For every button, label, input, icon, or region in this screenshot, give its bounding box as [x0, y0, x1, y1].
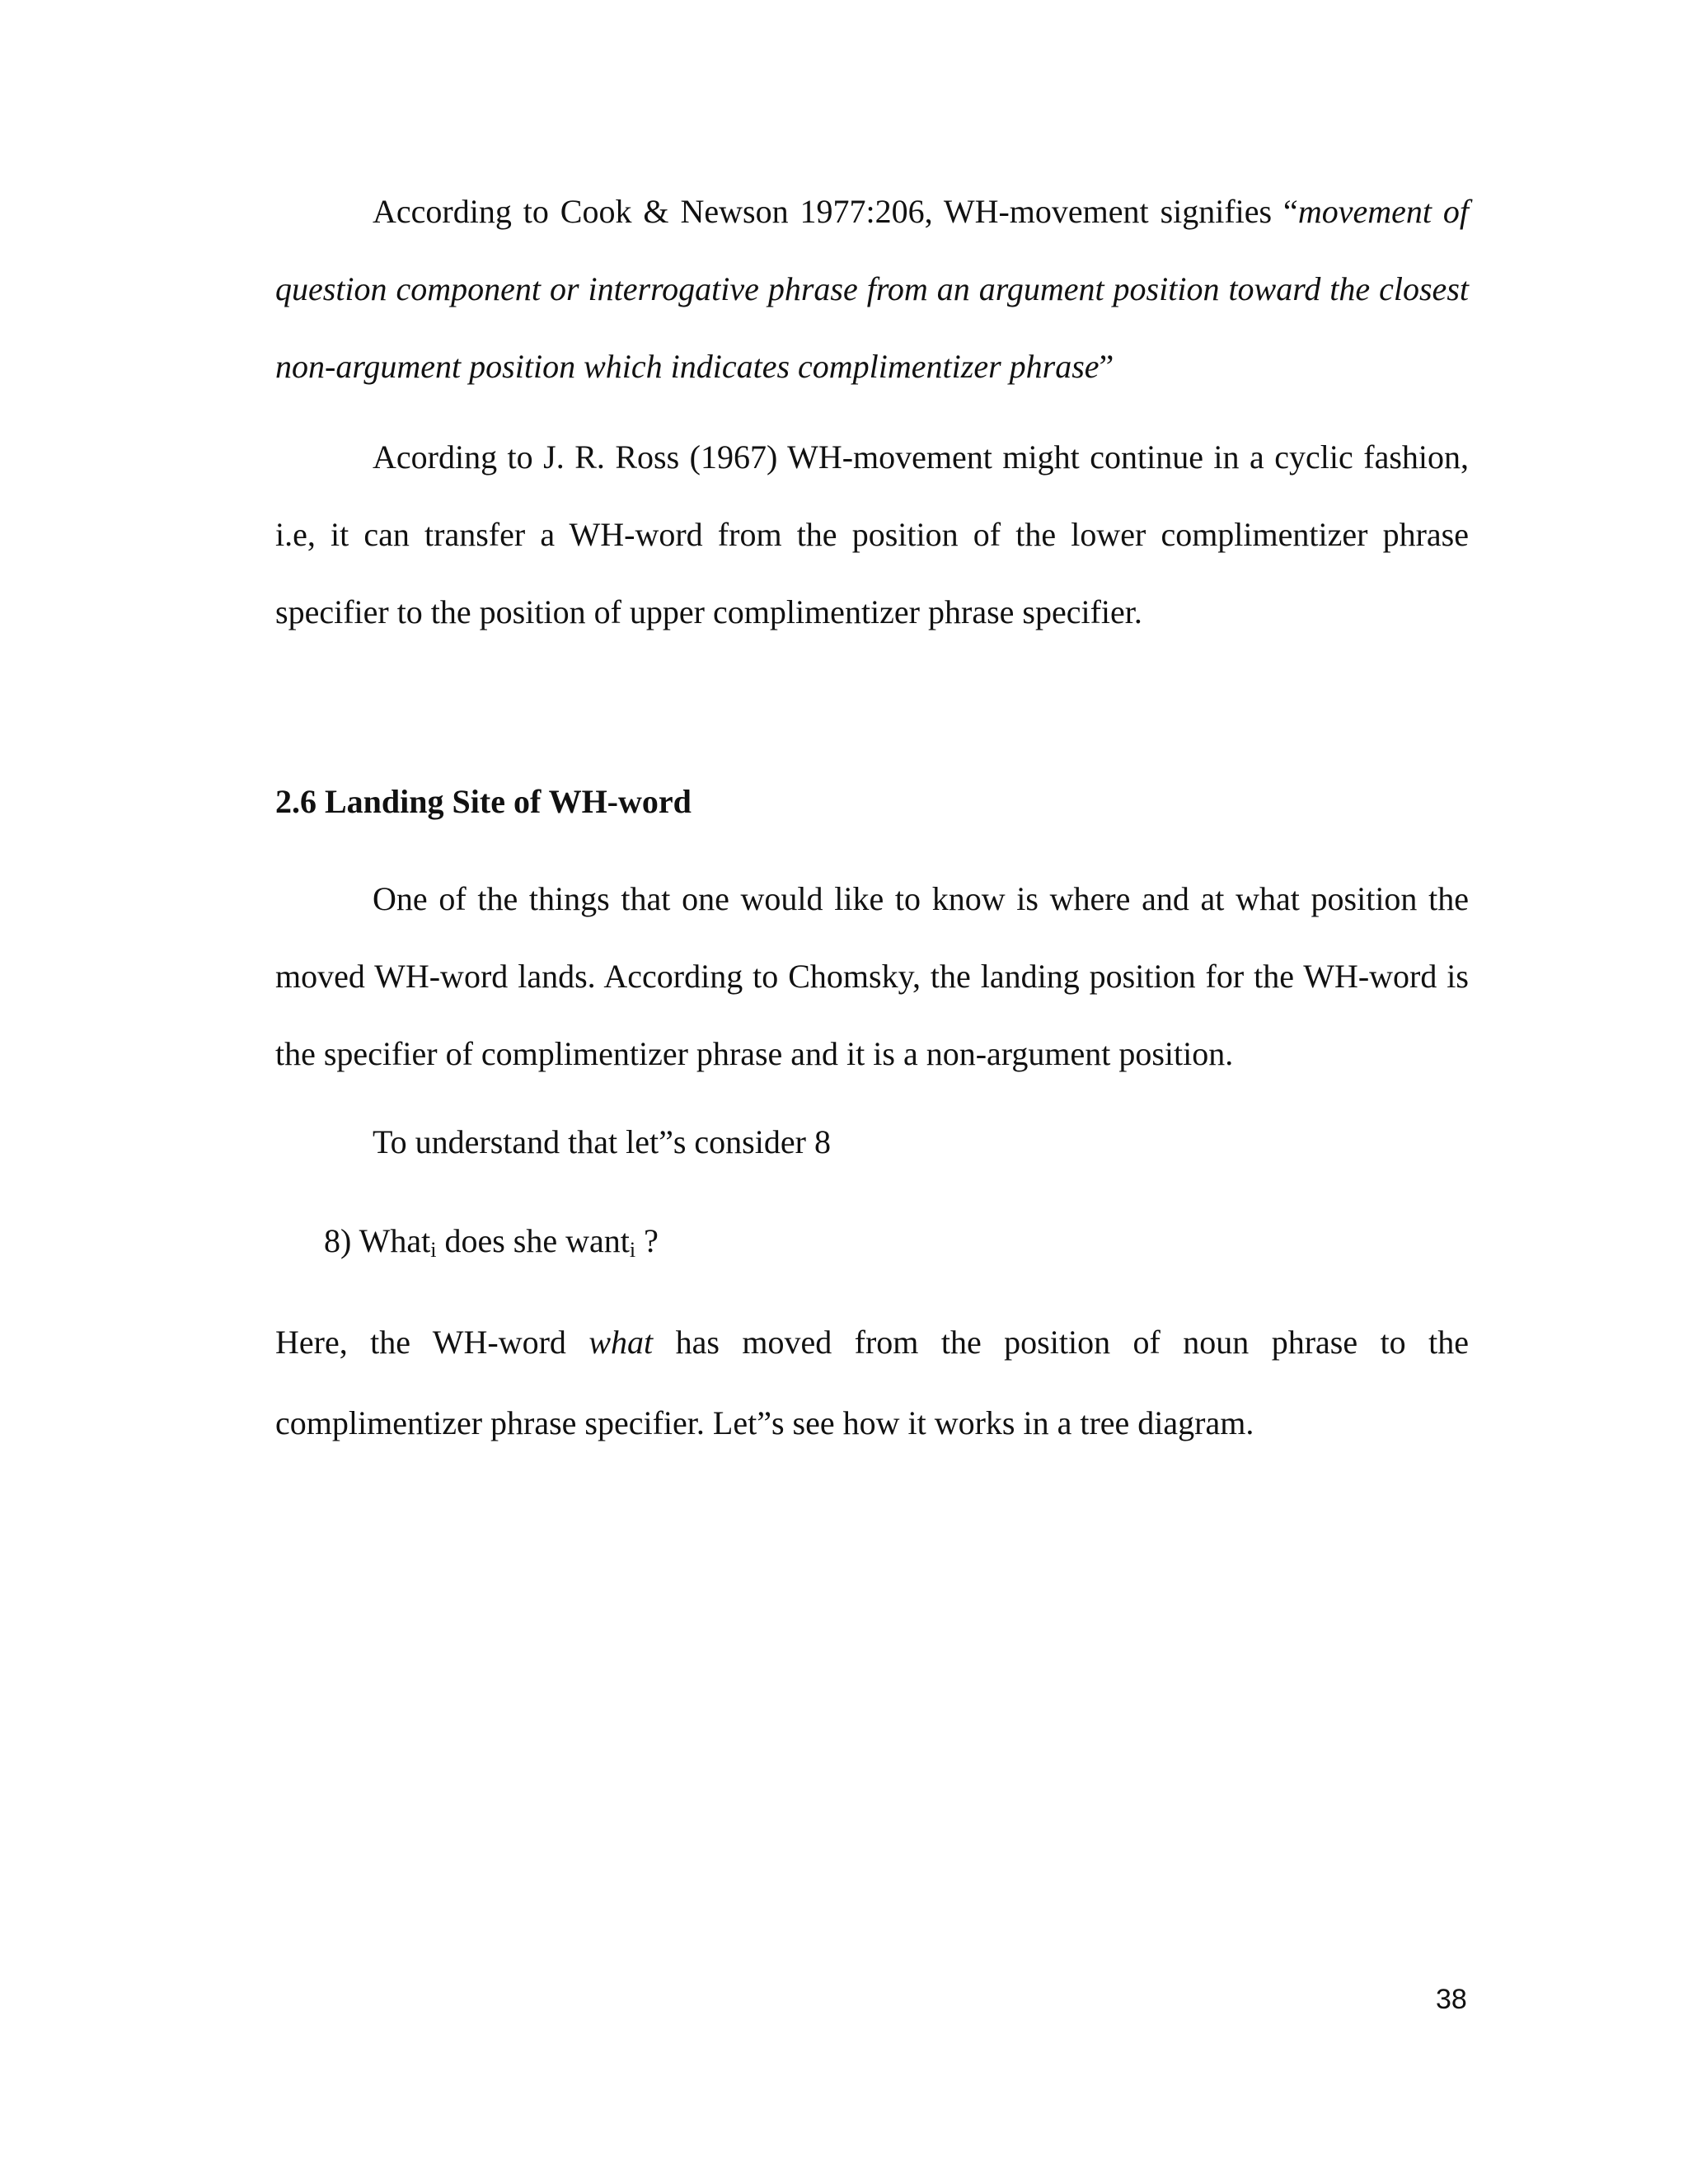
section-heading: 2.6 Landing Site of WH-word	[275, 783, 692, 820]
paragraph-ross: Acording to J. R. Ross (1967) WH-movement might continue in a cyclic fashion, i.e, it can transfer a WH-word from the position of the lower complimentizer phrase specifier to the position of upper complimentizer phrase specifier.	[275, 438, 1469, 630]
example-subscript-1: i	[430, 1238, 437, 1262]
example-number: 8) What	[324, 1222, 431, 1259]
paragraph-cook-newson	[275, 173, 1469, 405]
paragraph-landing-site: One of the things that one would like to know is where and at what position the moved WH-word lands. According to Chomsky, the landing position for the WH-word is the specifier of complimentizer phrase and it is a non-argument position.	[275, 880, 1469, 1072]
example-subscript-2: i	[629, 1238, 636, 1262]
paragraph-explanation	[275, 1302, 1469, 1464]
paragraph-1-lead: According to Cook & Newson 1977:206, WH-movement signifies “	[373, 193, 1298, 230]
paragraph-5-rest: has moved from the position of noun phrase to the complimentizer phrase specifier. Let”s see how it works in a tree diagram.	[275, 1324, 1469, 1441]
example-end: ?	[635, 1222, 659, 1259]
example-sentence	[324, 1218, 659, 1273]
paragraph-5-emphasis: what	[588, 1324, 654, 1361]
example-middle: does she want	[436, 1222, 630, 1259]
page-number: 38	[1436, 1984, 1467, 2015]
paragraph-1-quote: movement of question component or interrogative phrase from an argument position toward the closest non-argument position which indicates complimentizer phrase	[275, 193, 1470, 385]
paragraph-1-close: ”	[1099, 348, 1114, 385]
paragraph-consider: To understand that let”s consider 8	[373, 1123, 831, 1160]
paragraph-5-lead: Here, the WH-word	[275, 1324, 589, 1361]
